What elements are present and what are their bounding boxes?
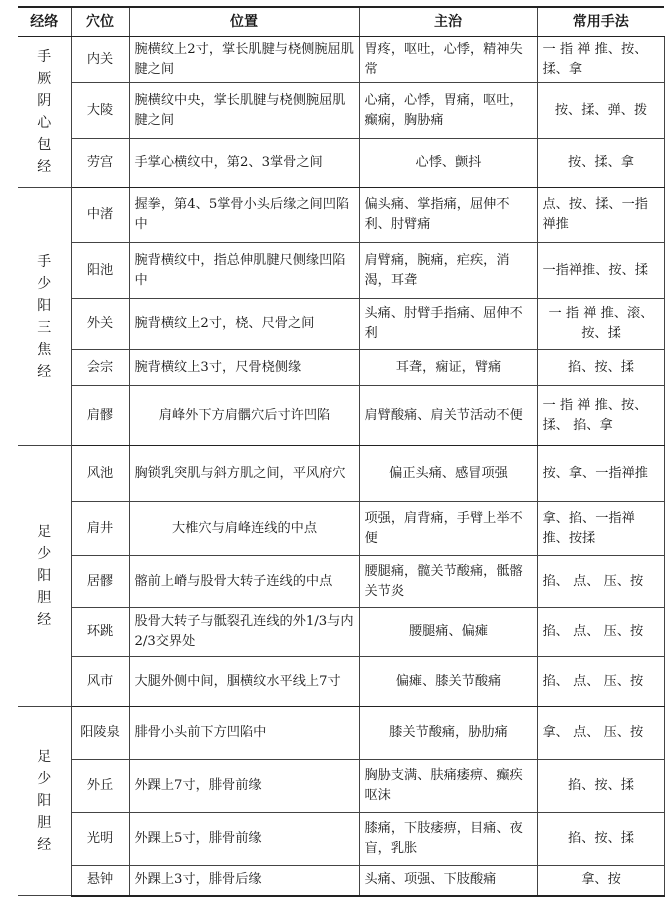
indication-cell: 膝关节酸痛，胁肋痛: [359, 707, 537, 760]
point-cell: 肩髎: [71, 386, 129, 446]
technique-cell: 一指禅推、按、揉: [537, 243, 664, 299]
technique-cell: 掐、按、揉: [537, 350, 664, 386]
table-row: [18, 556, 664, 608]
location-cell: 胸锁乳突肌与斜方肌之间，平风府穴: [129, 446, 359, 502]
point-cell: 阳陵泉: [71, 707, 129, 760]
header-meridian: 经络: [18, 7, 71, 37]
technique-cell: 按、揉、弹、拨: [537, 83, 664, 139]
point-cell: 会宗: [71, 350, 129, 386]
meridian-cell: [18, 707, 71, 896]
indication-cell: 胸胁支满、肤痛痿痹、癫疾呕沫: [359, 760, 537, 813]
acupoint-table: [18, 6, 665, 897]
header-technique: 常用手法: [537, 7, 664, 37]
header-point: 穴位: [71, 7, 129, 37]
table-body: [18, 37, 664, 896]
location-cell: 外踝上5寸，腓骨前缘: [129, 813, 359, 866]
table-row: [18, 866, 664, 896]
indication-cell: 项强，肩背痛，手臂上举不便: [359, 502, 537, 556]
location-cell: 腕背横纹上2寸，桡、尺骨之间: [129, 299, 359, 350]
location-cell: 股骨大转子与骶裂孔连线的外1/3与内2/3交界处: [129, 608, 359, 657]
table-row: [18, 37, 664, 83]
indication-cell: 心悸、颤抖: [359, 139, 537, 188]
location-cell: 腓骨小头前下方凹陷中: [129, 707, 359, 760]
point-cell: 光明: [71, 813, 129, 866]
point-cell: 中渚: [71, 188, 129, 243]
table-row: [18, 299, 664, 350]
point-cell: 劳宫: [71, 139, 129, 188]
table-row: [18, 386, 664, 446]
technique-cell: 掐、按、揉: [537, 813, 664, 866]
point-cell: 大陵: [71, 83, 129, 139]
indication-cell: 肩臂痛，腕痛，疟疾，消渴，耳聋: [359, 243, 537, 299]
indication-cell: 腰腿痛、偏瘫: [359, 608, 537, 657]
indication-cell: 膝痛，下肢痿痹，目痛、夜盲，乳胀: [359, 813, 537, 866]
technique-cell: 拿、按: [537, 866, 664, 896]
point-cell: 风市: [71, 657, 129, 707]
location-cell: 腕横纹上2寸，掌长肌腱与桡侧腕屈肌腱之间: [129, 37, 359, 83]
location-cell: 腕横纹中央，掌长肌腱与桡侧腕屈肌腱之间: [129, 83, 359, 139]
table-row: [18, 707, 664, 760]
technique-cell: 点、按、揉、一指禅推: [537, 188, 664, 243]
table-row: [18, 446, 664, 502]
indication-cell: 偏正头痛、感冒项强: [359, 446, 537, 502]
indication-cell: 偏头痛、掌指痛，屈伸不利、肘臂痛: [359, 188, 537, 243]
technique-cell: 拿、 点、 压、按: [537, 707, 664, 760]
indication-cell: 耳聋，痫证，臂痛: [359, 350, 537, 386]
table-row: [18, 139, 664, 188]
technique-cell: 一 指 禅 推、按、 揉、 掐、拿: [537, 386, 664, 446]
technique-cell: 一 指 禅 推、按、揉、拿: [537, 37, 664, 83]
location-cell: 肩峰外下方肩髃穴后寸许凹陷: [129, 386, 359, 446]
meridian-cell: [18, 446, 71, 707]
meridian-name: 足少阳胆经: [37, 749, 52, 853]
location-cell: 握拳，第4、5掌骨小头后缘之间凹陷中: [129, 188, 359, 243]
location-cell: 外踝上3寸，腓骨后缘: [129, 866, 359, 896]
table-row: [18, 243, 664, 299]
header-location: 位置: [129, 7, 359, 37]
header-indication: 主治: [359, 7, 537, 37]
indication-cell: 头痛、项强、下肢酸痛: [359, 866, 537, 896]
point-cell: 外关: [71, 299, 129, 350]
location-cell: 手掌心横纹中，第2、3掌骨之间: [129, 139, 359, 188]
point-cell: 居髎: [71, 556, 129, 608]
point-cell: 悬钟: [71, 866, 129, 896]
point-cell: 内关: [71, 37, 129, 83]
technique-cell: 按、揉、拿: [537, 139, 664, 188]
meridian-name: 足少阳胆经: [37, 524, 52, 628]
indication-cell: 头痛、肘臂手指痛、屈伸不利: [359, 299, 537, 350]
point-cell: 风池: [71, 446, 129, 502]
technique-cell: 掐、 点、 压、按: [537, 608, 664, 657]
table-row: [18, 350, 664, 386]
meridian-name: 手少阳三焦经: [37, 253, 52, 380]
table-row: [18, 502, 664, 556]
table-row: [18, 760, 664, 813]
location-cell: 腕背横纹中，指总伸肌腱尺侧缘凹陷中: [129, 243, 359, 299]
technique-cell: 掐、 点、 压、按: [537, 657, 664, 707]
indication-cell: 胃疼，呕吐，心悸，精神失常: [359, 37, 537, 83]
technique-cell: 拿、掐、一指禅推、按揉: [537, 502, 664, 556]
header-row: [18, 7, 664, 37]
location-cell: 髂前上嵴与股骨大转子连线的中点: [129, 556, 359, 608]
point-cell: 外丘: [71, 760, 129, 813]
point-cell: 环跳: [71, 608, 129, 657]
point-cell: 肩井: [71, 502, 129, 556]
indication-cell: 心痛，心悸，胃痛，呕吐，癫痫，胸胁痛: [359, 83, 537, 139]
location-cell: 腕背横纹上3寸，尺骨桡侧缘: [129, 350, 359, 386]
table-row: [18, 83, 664, 139]
indication-cell: 肩臂酸痛、肩关节活动不便: [359, 386, 537, 446]
location-cell: 大椎穴与肩峰连线的中点: [129, 502, 359, 556]
point-cell: 阳池: [71, 243, 129, 299]
table-row: [18, 657, 664, 707]
location-cell: 外踝上7寸，腓骨前缘: [129, 760, 359, 813]
meridian-cell: [18, 188, 71, 446]
meridian-cell: [18, 37, 71, 188]
table-row: [18, 188, 664, 243]
technique-cell: 掐、按、揉: [537, 760, 664, 813]
indication-cell: 腰腿痛，髋关节酸痛，骶髂关节炎: [359, 556, 537, 608]
location-cell: 大腿外侧中间，腘横纹水平线上7寸: [129, 657, 359, 707]
table-row: [18, 813, 664, 866]
technique-cell: 掐、 点、 压、按: [537, 556, 664, 608]
meridian-name: 手厥阴心包经: [37, 49, 52, 175]
table-row: [18, 608, 664, 657]
technique-cell: 按、拿、一指禅推: [537, 446, 664, 502]
technique-cell: 一 指 禅 推、滚、按、揉: [537, 299, 664, 350]
indication-cell: 偏瘫、膝关节酸痛: [359, 657, 537, 707]
